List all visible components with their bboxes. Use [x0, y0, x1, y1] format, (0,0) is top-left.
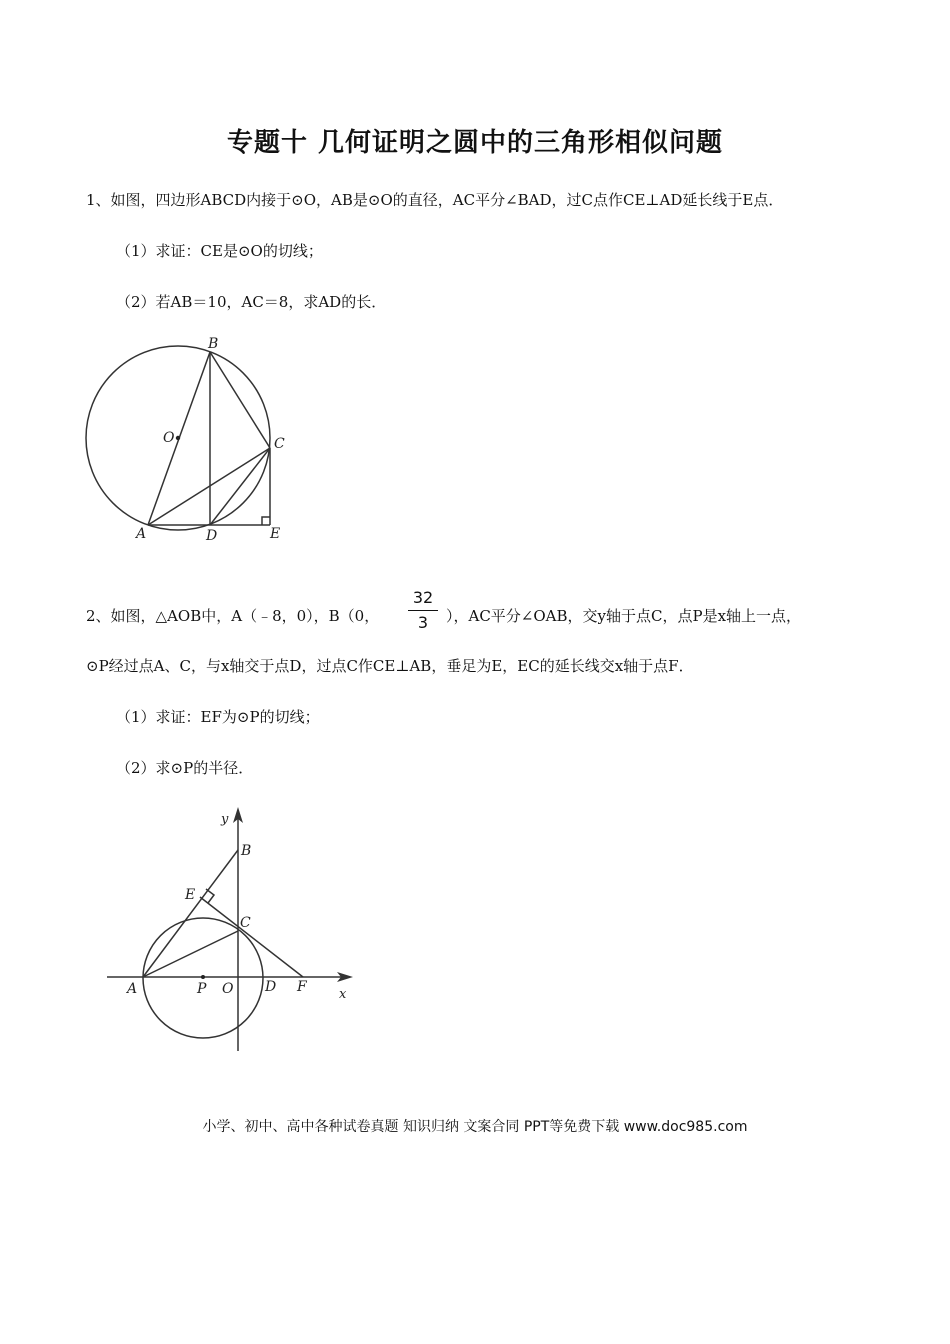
label-d: D	[206, 528, 218, 544]
segment-ac	[148, 448, 270, 525]
label-e: E	[185, 887, 196, 903]
fraction-denominator: 3	[417, 613, 429, 632]
problem-1-question-1: （1）求证：CE是⊙O的切线；	[116, 242, 323, 260]
label-b: B	[208, 336, 219, 352]
label-a: A	[136, 526, 147, 542]
label-f: F	[297, 979, 307, 995]
problem-2-question-2: （2）求⊙P的半径．	[116, 759, 254, 777]
segment-ac	[143, 931, 238, 977]
fraction-numerator: 32	[412, 588, 434, 607]
label-p: P	[197, 981, 207, 997]
label-e: E	[270, 526, 281, 542]
label-b: B	[241, 843, 252, 859]
label-x-axis: x	[339, 987, 347, 1002]
problem-2-stem-part-c: ⊙P经过点A、C，与x轴交于点D，过点C作CE⊥AB，垂足为E，EC的延长线交x轴于点F．	[86, 657, 694, 675]
label-a: A	[127, 981, 138, 997]
right-angle-mark-e	[262, 517, 270, 525]
label-o: O	[163, 430, 175, 446]
label-y-axis: y	[221, 812, 229, 827]
problem-2-question-1: （1）求证：EF为⊙P的切线；	[116, 708, 320, 726]
point-p-dot	[201, 975, 205, 979]
problem-1-stem: 1、如图，四边形ABCD内接于⊙O，AB是⊙O的直径，AC平分∠BAD，过C点作CE⊥AD延长线于E点．	[86, 191, 784, 209]
label-c: C	[240, 915, 251, 931]
figure-2-coordinate-diagram	[105, 805, 360, 1055]
label-c: C	[274, 436, 285, 452]
fraction-bar	[408, 610, 438, 611]
label-o: O	[222, 981, 234, 997]
problem-1-question-2: （2）若AB＝10，AC＝8，求AD的长．	[116, 293, 387, 311]
segment-ef	[200, 897, 303, 977]
fraction-32-over-3	[405, 588, 441, 633]
page-title: 专题十 几何证明之圆中的三角形相似问题	[226, 128, 724, 158]
footer-text: 小学、初中、高中各种试卷真题 知识归纳 文案合同 PPT等免费下载 www.doc985.com	[202, 1119, 748, 1135]
segment-ab	[143, 850, 238, 977]
segment-dc	[210, 448, 270, 525]
problem-2-stem-part-b: ），AC平分∠OAB，交y轴于点C，点P是x轴上一点，	[446, 607, 802, 625]
center-dot-o	[176, 436, 180, 440]
label-d: D	[265, 979, 277, 995]
problem-2-stem-part-a: 2、如图，△AOB中，A（﹣8，0），B（0，	[86, 607, 380, 625]
figure-1-circle-quadrilateral	[80, 330, 310, 550]
